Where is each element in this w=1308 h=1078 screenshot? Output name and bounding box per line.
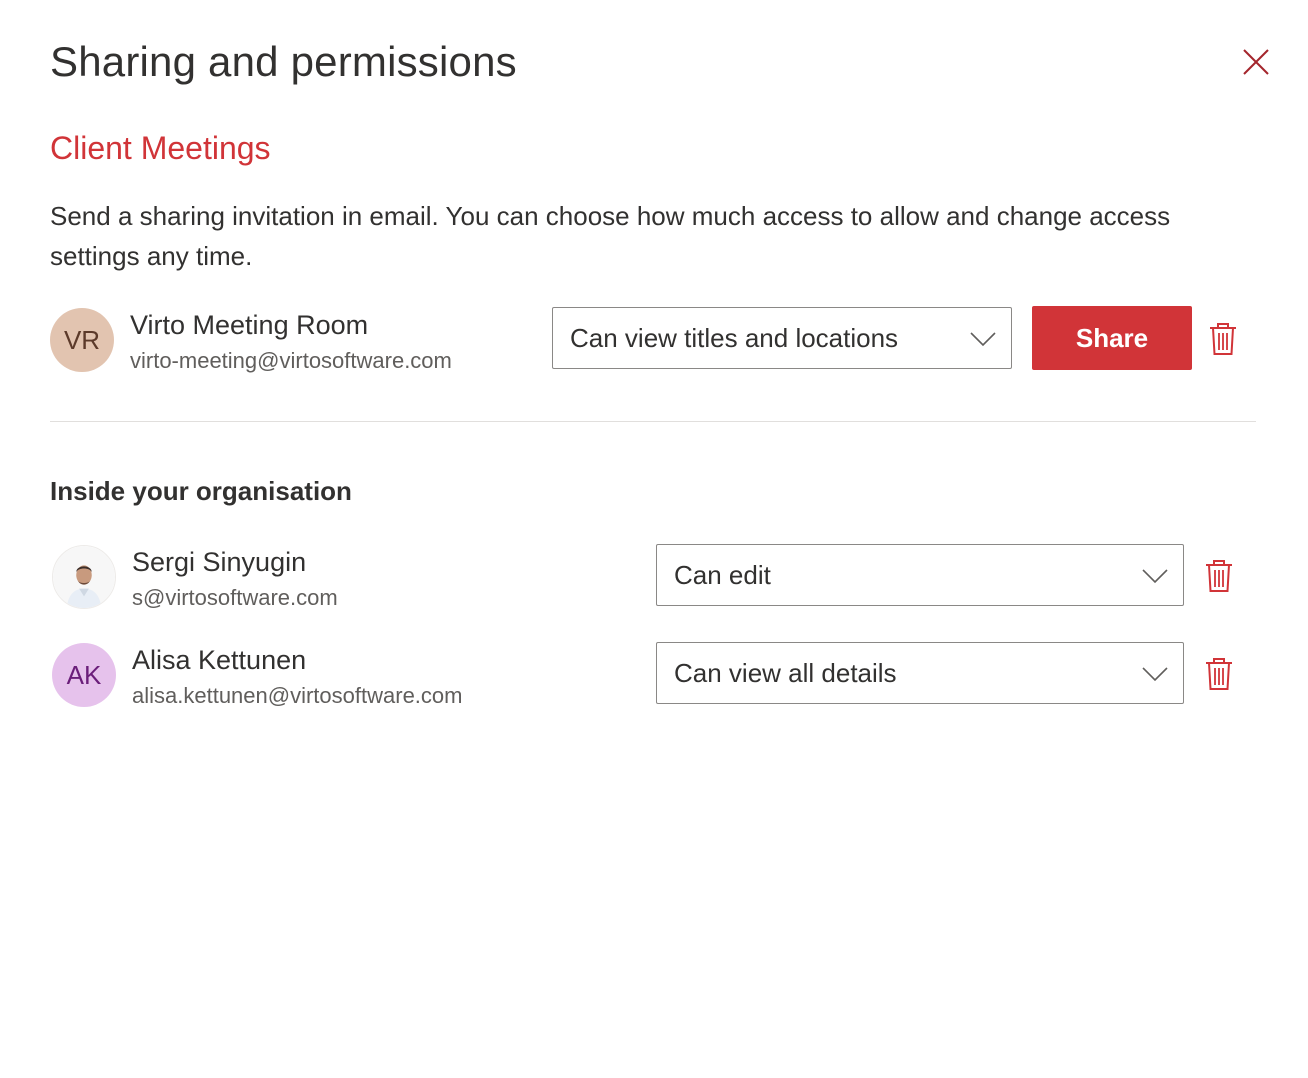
person-email: s@virtosoftware.com bbox=[132, 585, 338, 610]
avatar bbox=[50, 308, 114, 372]
member-row bbox=[52, 545, 1262, 613]
person-photo-icon bbox=[53, 545, 115, 609]
close-button[interactable] bbox=[1236, 42, 1276, 82]
permission-dropdown[interactable] bbox=[656, 642, 1184, 704]
close-icon bbox=[1241, 47, 1271, 77]
panel-title: Sharing and permissions bbox=[50, 38, 517, 85]
sharing-description: Send a sharing invitation in email. You can choose how much access to allow and change access settings any time. bbox=[50, 201, 1171, 271]
person-name: Alisa Kettunen bbox=[132, 645, 307, 675]
trash-icon[interactable] bbox=[1204, 559, 1234, 593]
divider bbox=[50, 421, 1256, 422]
permission-value: Can view titles and locations bbox=[570, 322, 899, 353]
organisation-heading: Inside your organisation bbox=[50, 476, 352, 506]
share-button[interactable]: Share bbox=[1032, 306, 1192, 370]
chevron-down-icon bbox=[969, 326, 997, 350]
person-name: Virto Meeting Room bbox=[130, 310, 369, 340]
avatar-initials: VR bbox=[63, 324, 101, 355]
person-email: virto-meeting@virtosoftware.com bbox=[130, 348, 452, 373]
person-email: alisa.kettunen@virtosoftware.com bbox=[132, 683, 463, 708]
permission-dropdown[interactable] bbox=[656, 544, 1184, 606]
trash-icon[interactable] bbox=[1208, 322, 1238, 356]
chevron-down-icon bbox=[1141, 563, 1169, 587]
avatar bbox=[52, 545, 116, 609]
avatar-initials: AK bbox=[66, 659, 102, 690]
invite-row bbox=[50, 308, 1260, 376]
person-name: Sergi Sinyugin bbox=[132, 547, 307, 577]
permission-value: Can view all details bbox=[674, 657, 897, 688]
chevron-down-icon bbox=[1141, 661, 1169, 685]
calendar-name: Client Meetings bbox=[50, 130, 271, 166]
avatar bbox=[52, 643, 116, 707]
trash-icon[interactable] bbox=[1204, 657, 1234, 691]
permission-value: Can edit bbox=[674, 559, 771, 590]
permission-dropdown[interactable] bbox=[552, 307, 1012, 369]
member-row bbox=[52, 643, 1262, 711]
